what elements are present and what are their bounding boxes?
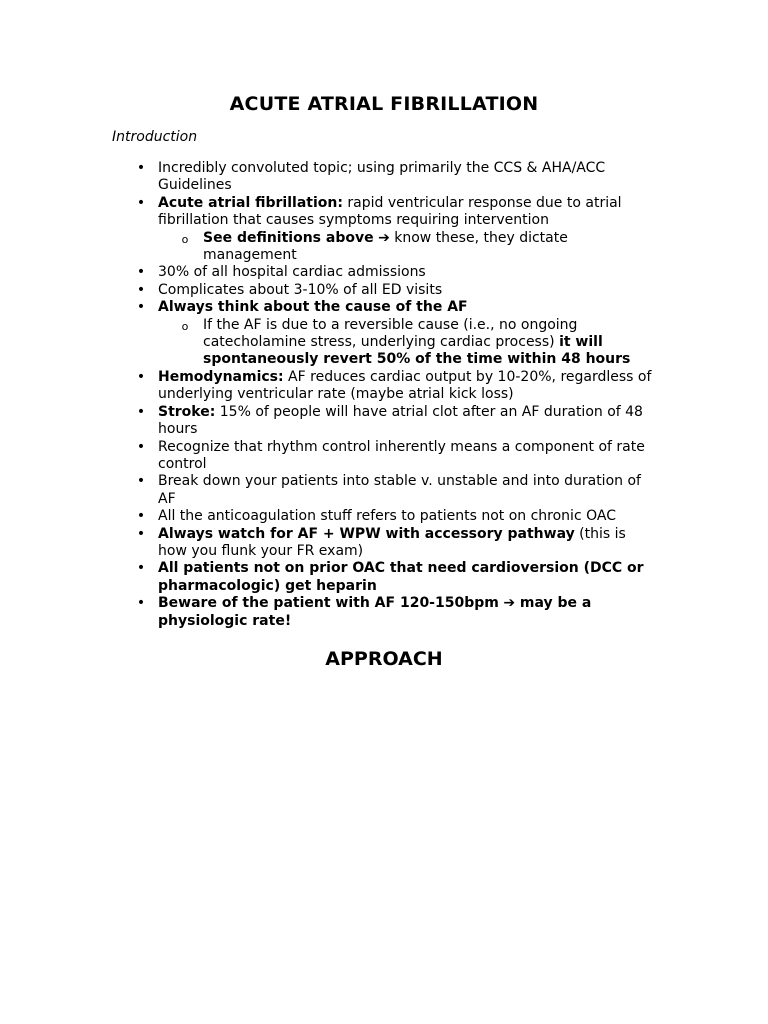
item-text: know these, they dictate management [203,229,568,264]
list-item [136,560,658,595]
bullet-icon: • [136,438,146,455]
bullet-icon: • [136,299,146,316]
arrow-icon: ➔ [378,229,390,246]
item-bold-tail: may be a physiologic rate! [158,595,592,629]
bullet-icon: • [136,560,146,577]
item-bold-lead: Always watch for AF + WPW with accessory pathway [158,525,575,542]
list-item [136,299,658,316]
bullet-icon: • [136,281,146,298]
item-text: If the AF is due to a reversible cause (i.e., no ongoing catecholamine stress, underlying cardiac process) [203,316,578,351]
item-bold-lead: Hemodynamics: [158,368,284,385]
list-item [136,194,658,230]
arrow-icon: ➔ [503,595,516,612]
item-bold-lead: Beware of the patient with AF 120-150bpm [158,595,499,612]
item-text: Break down your patients into stable v. unstable and into duration of AF [158,473,641,507]
bullet-icon: • [136,473,146,490]
document-title: ACUTE ATRIAL FIBRILLATION [229,93,539,115]
item-text: Incredibly convoluted topic; using primarily the CCS & AHA/ACC Guidelines [158,160,606,194]
item-text: rapid ventricular response due to atrial fibrillation that causes symptoms requiring intervention [158,194,622,229]
list-item [136,368,658,404]
bullet-list [0,160,768,630]
list-item [136,438,658,474]
list-item [136,525,658,561]
bullet-icon: • [136,368,146,385]
bullet-icon: • [136,160,146,176]
bullet-icon: • [136,595,146,612]
intro-heading: Introduction [112,129,198,145]
bullet-icon: • [136,508,146,525]
list-item [136,473,658,508]
sub-bullet-icon: o [181,319,189,333]
item-text: Recognize that rhythm control inherently means a component of rate control [158,438,645,472]
sub-list-item [181,229,648,265]
item-bold-lead: Stroke: [158,403,216,420]
item-text: 15% of people will have atrial clot after an AF duration of 48 hours [158,403,643,438]
item-bold-lead: Acute atrial fibrillation: [158,194,343,211]
item-bold-lead: Always think about the cause of the AF [158,299,468,316]
list-item [136,595,658,630]
bullet-icon: • [136,194,146,211]
bullet-icon: • [136,525,146,542]
item-bold-lead: See definitions above [203,229,374,246]
item-text: 30% of all hospital cardiac admissions [158,264,426,281]
list-item [136,160,658,195]
approach-heading: APPROACH [325,648,443,670]
item-text: All the anticoagulation stuff refers to patients not on chronic OAC [158,508,616,525]
list-item [136,264,658,281]
sub-list-item [181,316,648,369]
bullet-icon: • [136,264,146,281]
list-item [136,403,658,439]
list-item [136,281,658,299]
item-bold-tail: it will spontaneously revert 50% of the time within 48 hours [203,334,631,368]
sub-bullet-icon: o [181,232,189,246]
item-text: (this is how you flunk your FR exam) [158,525,626,559]
item-text: AF reduces cardiac output by 10-20%, regardless of underlying ventricular rate (maybe atrial kick loss) [158,368,652,403]
list-item [136,508,658,525]
bullet-icon: • [136,403,146,420]
item-text: Complicates about 3-10% of all ED visits [158,281,443,298]
item-bold-lead: All patients not on prior OAC that need cardioversion (DCC or pharmacologic) get heparin [158,560,644,594]
